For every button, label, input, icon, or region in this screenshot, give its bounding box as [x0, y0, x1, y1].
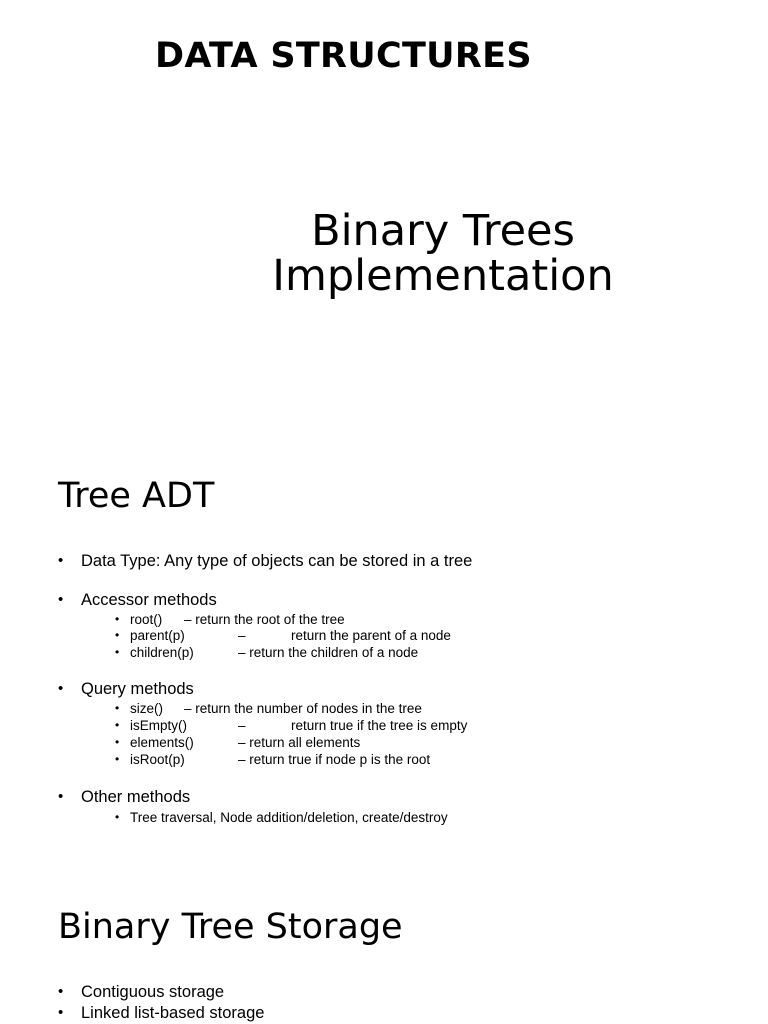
storage-item-text: Linked list-based storage: [81, 1004, 265, 1022]
method-description: – return true if node p is the root: [238, 752, 431, 767]
method-description: return true if the tree is empty: [291, 718, 468, 733]
bullet-icon: •: [115, 612, 120, 626]
slide-title-line-2: Implementation: [272, 251, 614, 301]
method-name: isEmpty(): [130, 718, 187, 733]
method-dash: –: [238, 718, 246, 733]
method-name: children(p): [130, 645, 194, 660]
bullet-icon: •: [115, 752, 120, 766]
method-name: isRoot(p): [130, 752, 185, 767]
query-methods-label: Query methods: [81, 680, 194, 698]
storage-item-text: Contiguous storage: [81, 983, 225, 1001]
bullet-icon: •: [115, 810, 120, 824]
accessor-methods-label: Accessor methods: [81, 591, 217, 609]
slide-title: [230, 206, 656, 301]
tree-adt-heading: Tree ADT: [58, 476, 215, 516]
bullet-icon: •: [115, 735, 120, 749]
method-description: – return the root of the tree: [184, 612, 345, 627]
method-name: root(): [130, 612, 163, 627]
bullet-icon: •: [58, 1004, 64, 1021]
method-description: return the parent of a node: [291, 628, 451, 643]
bullet-icon: •: [58, 983, 64, 1000]
method-name: elements(): [130, 735, 194, 750]
method-dash: –: [238, 628, 246, 643]
binary-tree-storage-heading: Binary Tree Storage: [58, 907, 403, 947]
bullet-icon: •: [58, 680, 64, 697]
method-name: size(): [130, 701, 163, 716]
bullet-icon: •: [115, 645, 120, 659]
method-description: – return all elements: [238, 735, 361, 750]
bullet-icon: •: [115, 628, 120, 642]
bullet-icon: •: [58, 788, 64, 805]
other-methods-text: Tree traversal, Node addition/deletion, create/destroy: [130, 810, 448, 825]
bullet-icon: •: [58, 552, 64, 569]
method-description: – return the children of a node: [238, 645, 419, 660]
slide-title-line-1: Binary Trees: [311, 206, 575, 256]
method-name: parent(p): [130, 628, 185, 643]
data-type-text: Data Type: Any type of objects can be stored in a tree: [81, 552, 473, 570]
document-header-title: DATA STRUCTURES: [155, 36, 532, 76]
other-methods-label: Other methods: [81, 788, 191, 806]
bullet-icon: •: [115, 718, 120, 732]
bullet-icon: •: [115, 701, 120, 715]
bullet-icon: •: [58, 591, 64, 608]
method-description: – return the number of nodes in the tree: [184, 701, 422, 716]
